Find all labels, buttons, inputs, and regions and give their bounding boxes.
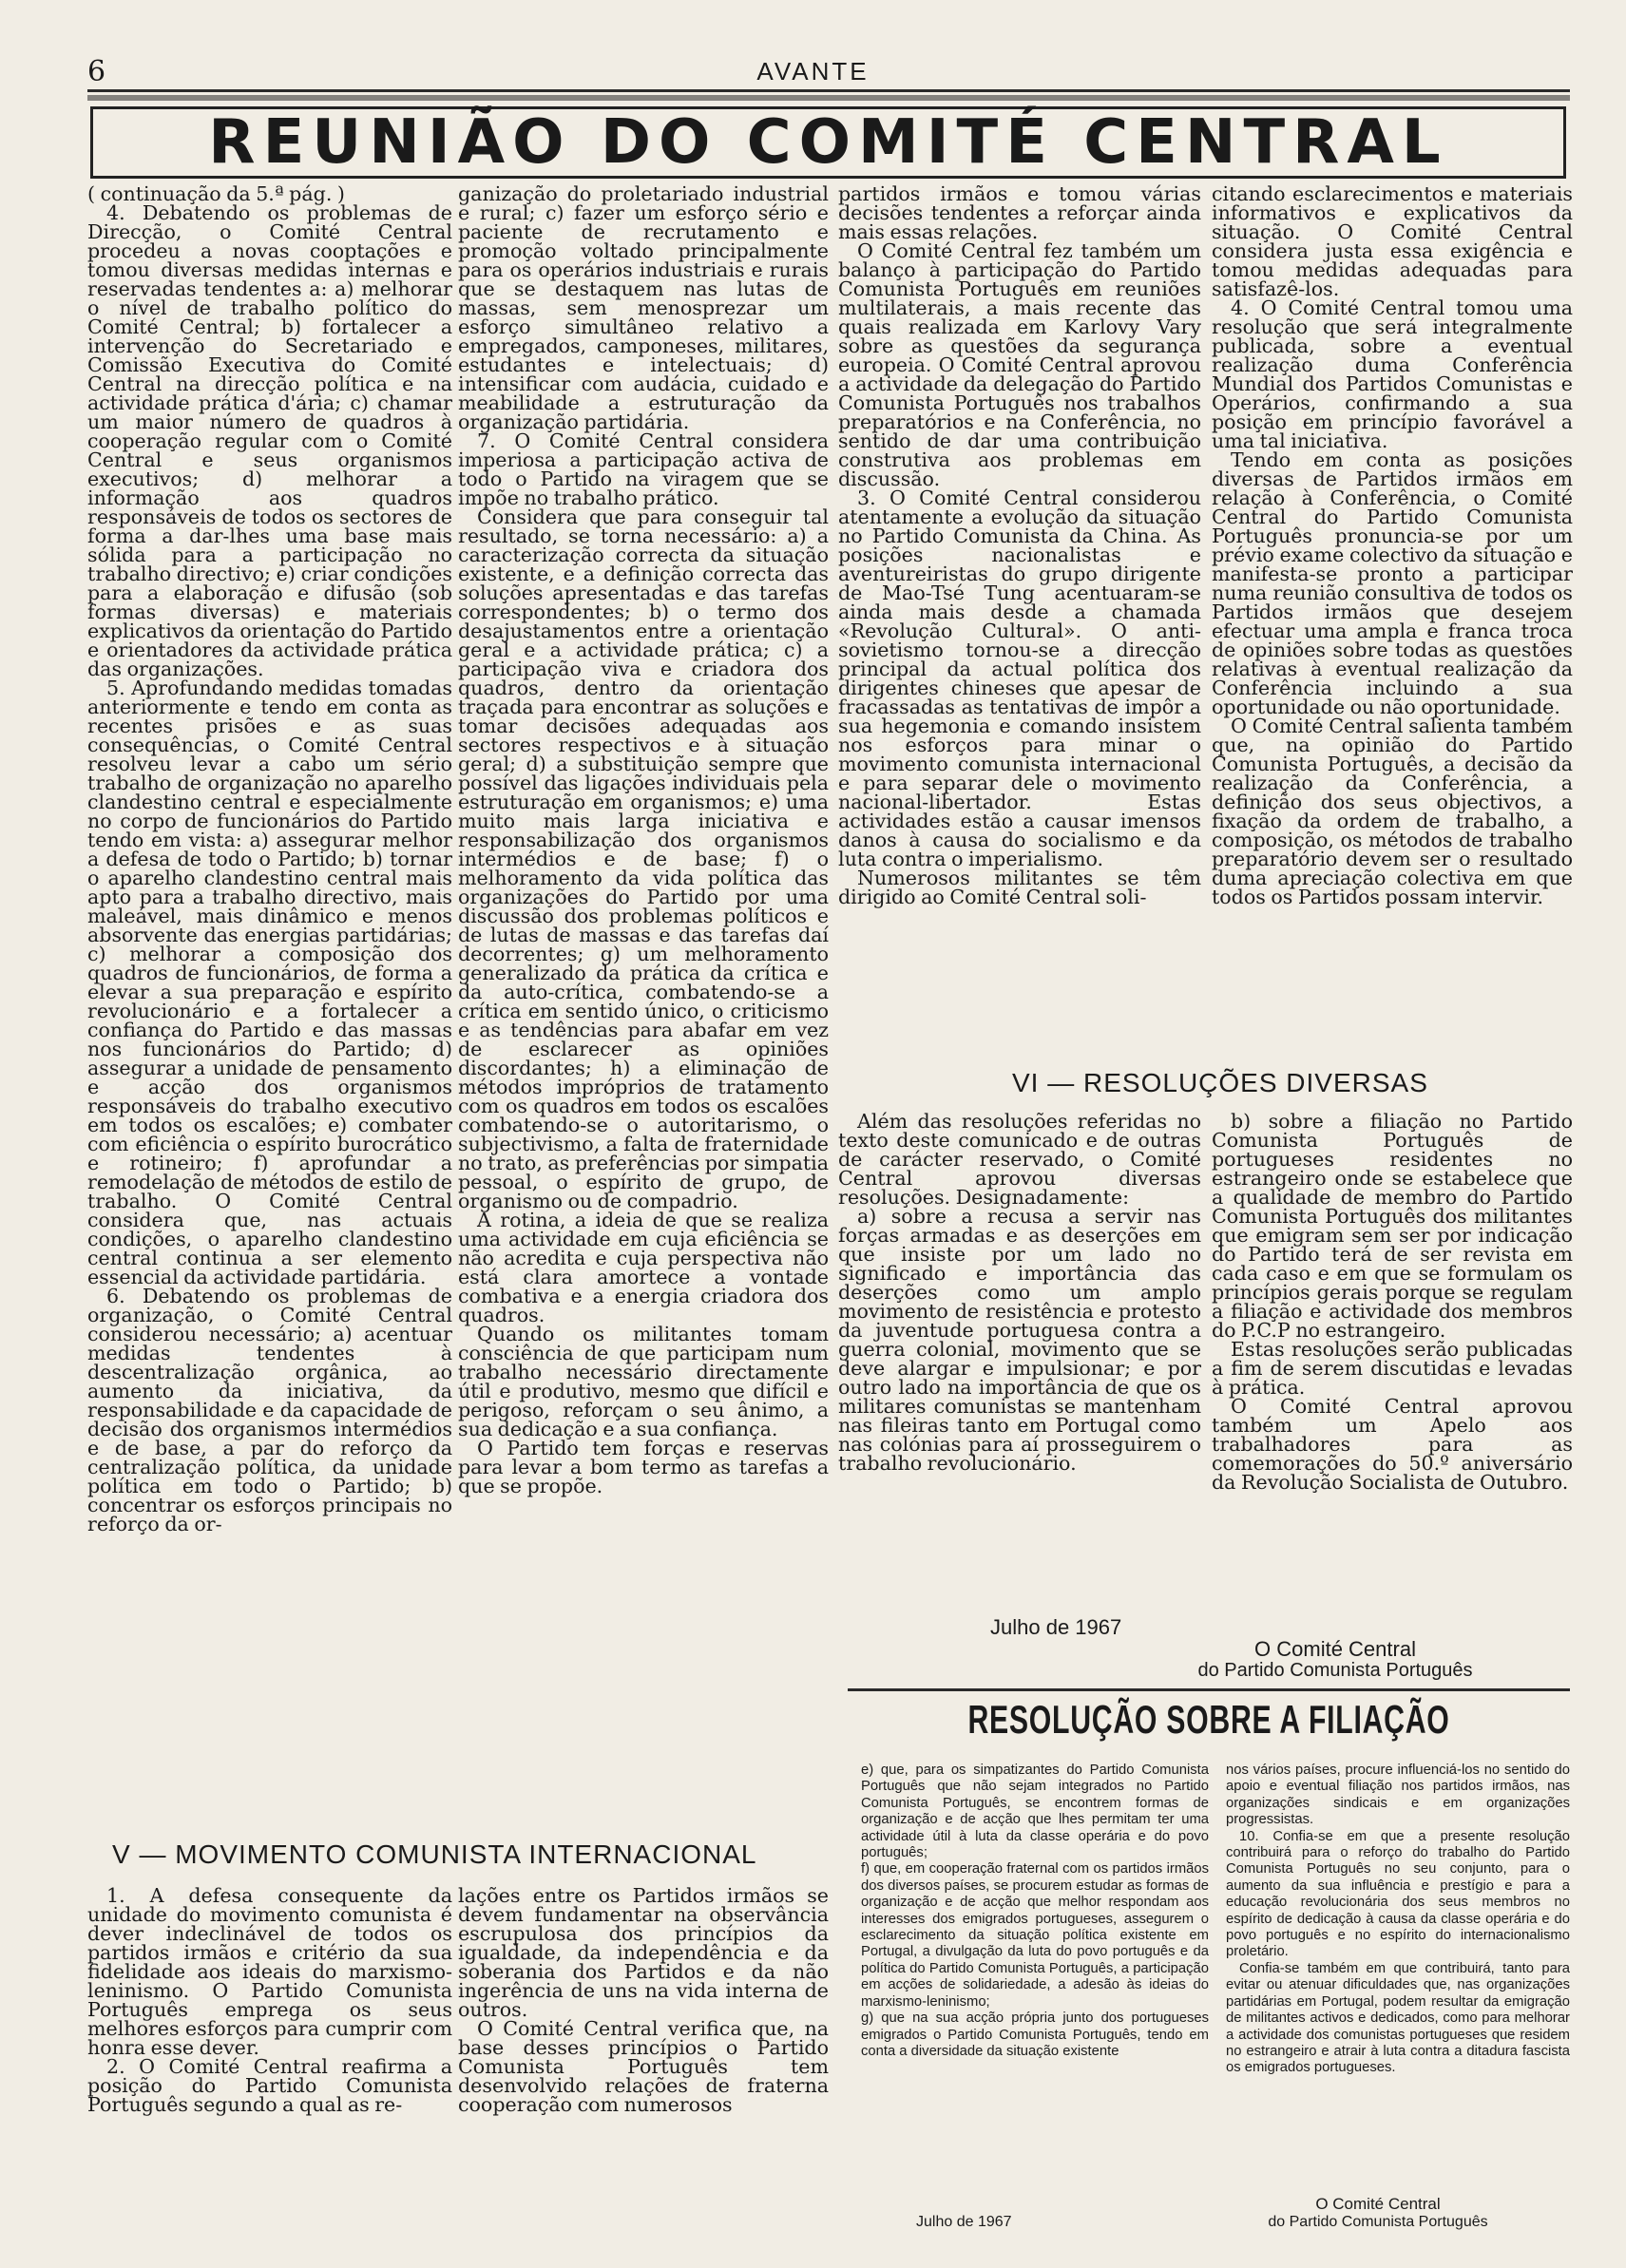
- section-v-heading: V — MOVIMENTO COMUNISTA INTERNACIONAL: [112, 1839, 757, 1869]
- paragraph: 5. Aprofundando medidas tomadas anteriormente e tendo em conta as recentes prisões e as suas consequências, o Comité Central resolveu levar a cabo um sério trabalho de organização no aparelho clandestino central e especialmente no corpo de funcionários do Partido tendo em vista: a) assegurar melhor a defesa de todo o Partido; b) tornar o aparelho clandestino central mais apto para a trabalho directivo, mais maleável, mais dinâmico e menos absorvente das energias partidárias; c) melhorar a composição dos quadros de funcionários, de forma a elevar a sua preparação e espírito revolucionário e a fortalecer a confiança do Partido e das massas nos funcionários do Partido; d) assegurar a unidade de pensamento e acção dos organismos responsáveis do trabalho executivo em todos os escalões; e) combater com eficiência o espírito burocrático e rotineiro; f) aprofundar a remodelação de métodos de estilo de trabalho. O Comité Central considera que, nas actuais condições, o aparelho clandestino central continua a ser elemento essencial da actividade partidária.: [87, 677, 452, 1288]
- section-vi-heading: VI — RESOLUÇÕES DIVERSAS: [1012, 1068, 1428, 1097]
- paragraph: O Comité Central verifica que, na base desses princípios o Partido Comunista Português tem desenvolvido relações de fraterna cooperação com numerosos: [458, 2017, 829, 2116]
- section-v-column-1: [87, 1886, 452, 2257]
- continuation-note: ( continuação da 5.ª pág. ): [87, 184, 345, 205]
- article-column-4: [1212, 184, 1573, 1063]
- signature-line-2: do Partido Comunista Português: [1197, 1660, 1473, 1681]
- resolution-rule: [848, 1688, 1570, 1691]
- article-column-1: [87, 184, 452, 1819]
- section-vi-column-2: [1212, 1112, 1573, 1625]
- paragraph: citando esclarecimentos e materiais informativos e explicativos da situação. O Comité Central considera justa essa exigência e tomou medidas adequadas para satisfazê-los.: [1212, 184, 1573, 300]
- paragraph: Confia-se também em que contribuirá, tanto para evitar ou atenuar dificuldades que, nas organizações partidárias em Portugal, podem resultar da emigração de militantes activos e dedicados, como para melhorar a actividade dos comunistas portugueses que residem no estrangeiro e atrair à luta contra a ditadura fascista os emigrados portugueses.: [1226, 1960, 1570, 2076]
- section-v-column-2: [458, 1886, 829, 2257]
- paragraph: nos vários países, procure influenciá-los no sentido do apoio e eventual filiação nos partidos irmãos, nas organizações sindicais e em organizações progressistas.: [1226, 1763, 1570, 1828]
- resolution-signature-2: do Partido Comunista Português: [1268, 2214, 1488, 2230]
- resolution-column-1: [861, 1763, 1209, 2209]
- paragraph: 4. Debatendo os problemas de Direcção, o Comité Central procedeu a novas cooptações e tomou diversas medidas internas e reservadas tendentes a: a) melhorar o nível de trabalho político do Comité Central; b) fortalecer a intervenção do Secretariado e Comissão Executiva do Comité Central na direcção política e na actividade prática d'ária; c) chamar um maior número de quadros à cooperação regular com o Comité Central e seus organismos executivos; d) melhorar a informação aos quadros responsáveis de todos os sectores de forma a dar-lhes uma base mais sólida para a participação no trabalho directivo; e) criar condições para a elaboração e difusão (sob formas diversas) e materiais explicativos da orientação do Partido e orientadores da actividade prática das organizações.: [87, 201, 452, 680]
- paragraph: 1. A defesa consequente da unidade do movimento comunista é dever indeclinável de todos os partidos irmãos e critério da sua fidelidade aos ideais do marxismo-leninismo. O Partido Comunista Português emprega os seus melhores esforços para cumprir com honra esse dever.: [87, 1886, 452, 2059]
- header-rule-top: [87, 89, 1570, 92]
- page-title: REUNIÃO DO COMITÉ CENTRAL: [208, 107, 1448, 178]
- paragraph: Estas resoluções serão publicadas a fim de serem discutidas e levadas à prática.: [1212, 1338, 1573, 1399]
- article-column-2: [458, 184, 829, 1819]
- paragraph: Considera que para conseguir tal resultado, se torna necessário: a) a caracterização correcta da situação existente, e a definição correcta das soluções apresentadas e das tarefas correspondentes; b) o termo dos desajustamentos entre a orientação geral e a actividade prática; c) a participação viva e criadora dos quadros, dentro da orientação traçada para encontrar as soluções e tomar decisões adequadas aos sectores respectivos e à situação geral; d) a substituição sempre que possível das ligações individuais pela estruturação em organismos; e) uma muito mais larga iniciativa e responsabilização dos organismos intermédios e de base; f) o melhoramento da vida política das organizações do Partido por uma discussão dos problemas políticos e de lutas de massas e das tarefas daí decorrentes; g) um melhoramento generalizado da prática da crítica e da auto-crítica, combatendo-se a crítica em sentido único, o criticismo e as tendências para abafar em vez de esclarecer as opiniões discordantes; h) a eliminação de métodos impróprios de tratamento com os quadros em todos os escalões combatendo-se o autoritarismo, o subjectivismo, a falta de fraternidade no trato, as preferências por simpatia pessoal, o espírito de grupo, de organismo ou de compadrio.: [458, 505, 829, 1212]
- paragraph: O Comité Central aprovou também um Apelo aos trabalhadores para as comemorações do 50.º aniversário da Revolução Socialista de Outubro.: [1212, 1395, 1573, 1494]
- paragraph: e) que, para os simpatizantes do Partido Comunista Português que não sejam integrados no Partido Comunista Português, se encontrem formas de organização e de acção que lhes permitam ter uma actividade útil à luta da classe operária e do povo português;: [861, 1763, 1209, 1861]
- paragraph: O Comité Central salienta também que, na opinião do Partido Comunista Português, a decisão da realização da Conferência, a definição dos seus objectivos, a fixação da ordem de trabalho, a composição, os métodos de trabalho preparatório devem ser o resultado duma apreciação colectiva em que todos os Partidos possam intervir.: [1212, 715, 1573, 908]
- paragraph: 10. Confia-se em que a presente resolução contribuirá para o reforço do trabalho do Partido Comunista Português no seu conjunto, para o aumento da sua influência e prestígio e para a educação revolucionária dos seus membros no espírito de dedicação à causa da classe operária e do povo português e no espírito do internacionalismo proletário.: [1226, 1828, 1570, 1960]
- paragraph: b) sobre a filiação no Partido Comunista Português de portugueses residentes no estrangeiro onde se estabelece que a qualidade de membro do Partido Comunista Português dos militantes que emigram sem ser por indicação do Partido terá de ser revista em cada caso e em que se formulam os princípios gerais porque se regulam a filiação e actividade dos membros do P.C.P no estrangeiro.: [1212, 1112, 1573, 1342]
- page-number: 6: [87, 55, 106, 88]
- resolution-column-2: [1226, 1763, 1570, 2181]
- paragraph: 2. O Comité Central reafirma a posição do Partido Comunista Português segundo a qual as re-: [87, 2055, 452, 2116]
- paragraph: Além das resoluções referidas no texto deste comunicado e de outras de carácter reservado, o Comité Central aprovou diversas resoluções. Designadamente:: [838, 1112, 1201, 1209]
- paragraph: 4. O Comité Central tomou uma resolução que será integralmente publicada, sobre a eventual realização duma Conferência Mundial dos Partidos Comunistas e Operários, confirmando a sua posição em princípio favorável a uma tal iniciativa.: [1212, 296, 1573, 452]
- section-vi-date: Julho de 1967: [990, 1615, 1122, 1639]
- paragraph: ganização do proletariado industrial e rural; c) fazer um esforço sério e paciente de recrutamento e promoção voltado principalmente para os operários industriais e rurais que se destaquem nas lutas de massas, sem menosprezar um esforço simultâneo relativo a empregados, camponeses, militares, estudantes e intelectuais; d) intensificar com audácia, cuidado e meabilidade a estruturação da organização partidária.: [458, 184, 829, 433]
- article-column-3: [838, 184, 1201, 1063]
- paragraph: partidos irmãos e tomou várias decisões tendentes a reforçar ainda mais essas relações.: [838, 184, 1201, 243]
- paragraph: 6. Debatendo os problemas de organização, o Comité Central considerou necessário; a) acentuar medidas tendentes à descentralização orgânica, ao aumento da iniciativa, da responsabilidade e da capacidade de decisão dos organismos intermédios e de base, a par do reforço da centralização política, da unidade política em todo o Partido; b) concentrar os esforços principais no reforço da or-: [87, 1285, 452, 1535]
- resolution-signature-1: O Comité Central: [1315, 2195, 1441, 2213]
- header-rule-pattern: [87, 95, 1570, 101]
- paragraph: Quando os militantes tomam consciência de que participam num trabalho necessário directamente útil e produtivo, mesmo que difícil e perigoso, reforçam o seu ânimo, a sua dedicação e a sua confiança.: [458, 1323, 829, 1440]
- paragraph: 3. O Comité Central considerou atentamente a evolução da situação no Partido Comunista da China. As posições nacionalistas e aventureiristas do grupo dirigente de Mao-Tsé Tung acentuaram-se ainda mais desde a chamada «Revolução Cultural». O anti-sovietismo tornou-se a direcção principal da actual política dos dirigentes chineses que apesar de fracassadas as tentativas de impôr a sua hegemonia e comando insistem nos esforços para minar o movimento comunista internacional e para separar dele o movimento nacional-libertador. Estas actividades estão a causar imensos danos à causa do socialismo e da luta contra o imperialismo.: [838, 486, 1201, 870]
- paragraph: a) sobre a recusa a servir nas forças armadas e as deserções em que insiste por um lado no significado e importância das deserções como um amplo movimento de resistência e protesto da juventude portuguesa contra a guerra colonial, movimento que se deve alargar e impulsionar; e por outro lado na importância de que os militares comunistas se mantenham nas fileiras tanto em Portugal como nas colónias para aí prosseguirem o trabalho revolucionário.: [838, 1205, 1201, 1475]
- masthead: AVANTE: [756, 57, 870, 86]
- paragraph: lações entre os Partidos irmãos se devem fundamentar na observância escrupulosa dos princípios da igualdade, da independência e da soberania dos Partidos e da não ingerência de uns na vida interna de outros.: [458, 1886, 829, 2021]
- paragraph: Numerosos militantes se têm dirigido ao Comité Central soli-: [838, 867, 1201, 908]
- paragraph: f) que, em cooperação fraternal com os partidos irmãos dos diversos países, se procurem estudar as formas de organização e de acção que melhor respondam aos interesses dos emigrados portugueses, assegurem o esclarecimento da situação política existente em Portugal, a divulgação da luta do povo português e da política do Partido Comunista Português, a participação em acções de solidariedade, a adesão às ideias do marxismo-leninismo;: [861, 1861, 1209, 2010]
- resolution-title: RESOLUÇÃO SOBRE A FILIAÇÃO: [967, 1697, 1450, 1742]
- paragraph: Tendo em conta as posições diversas de Partidos irmãos em relação à Conferência, o Comité Central do Partido Comunista Português pronuncia-se por um prévio exame colectivo da situação e manifesta-se pronto a participar numa reunião consultiva de todos os Partidos irmãos que desejem efectuar uma ampla e franca troca de opiniões sobre todas as questões relativas à eventual realização da Conferência incluindo a sua oportunidade ou não oportunidade.: [1212, 448, 1573, 718]
- paragraph: A rotina, a ideia de que se realiza uma actividade em cuja eficiência se não acredita e cuja perspectiva não está clara amortece a vontade combativa e a energia criadora dos quadros.: [458, 1209, 829, 1326]
- paragraph: 7. O Comité Central considera imperiosa a participação activa de todo o Partido na viragem que se impõe no trabalho prático.: [458, 429, 829, 509]
- paragraph: O Partido tem forças e reservas para levar a bom termo as tarefas a que se propõe.: [458, 1437, 829, 1497]
- paragraph: g) que na sua acção própria junto dos portugueses emigrados o Partido Comunista Português, tendo em conta a diversidade da situação existente: [861, 2011, 1209, 2059]
- section-vi-column-1: [838, 1112, 1201, 1615]
- signature-line-1: O Comité Central: [1254, 1637, 1416, 1661]
- paragraph: O Comité Central fez também um balanço à participação do Partido Comunista Português em reuniões multilaterais, a mais recente das quais realizada em Karlovy Vary sobre as questões da segurança europeia. O Comité Central aprovou a actividade da delegação do Partido Comunista Português nos trabalhos preparatórios e na Conferência, no sentido de dar uma contribuição construtiva aos problemas em discussão.: [838, 239, 1201, 490]
- resolution-date: Julho de 1967: [916, 2214, 1012, 2230]
